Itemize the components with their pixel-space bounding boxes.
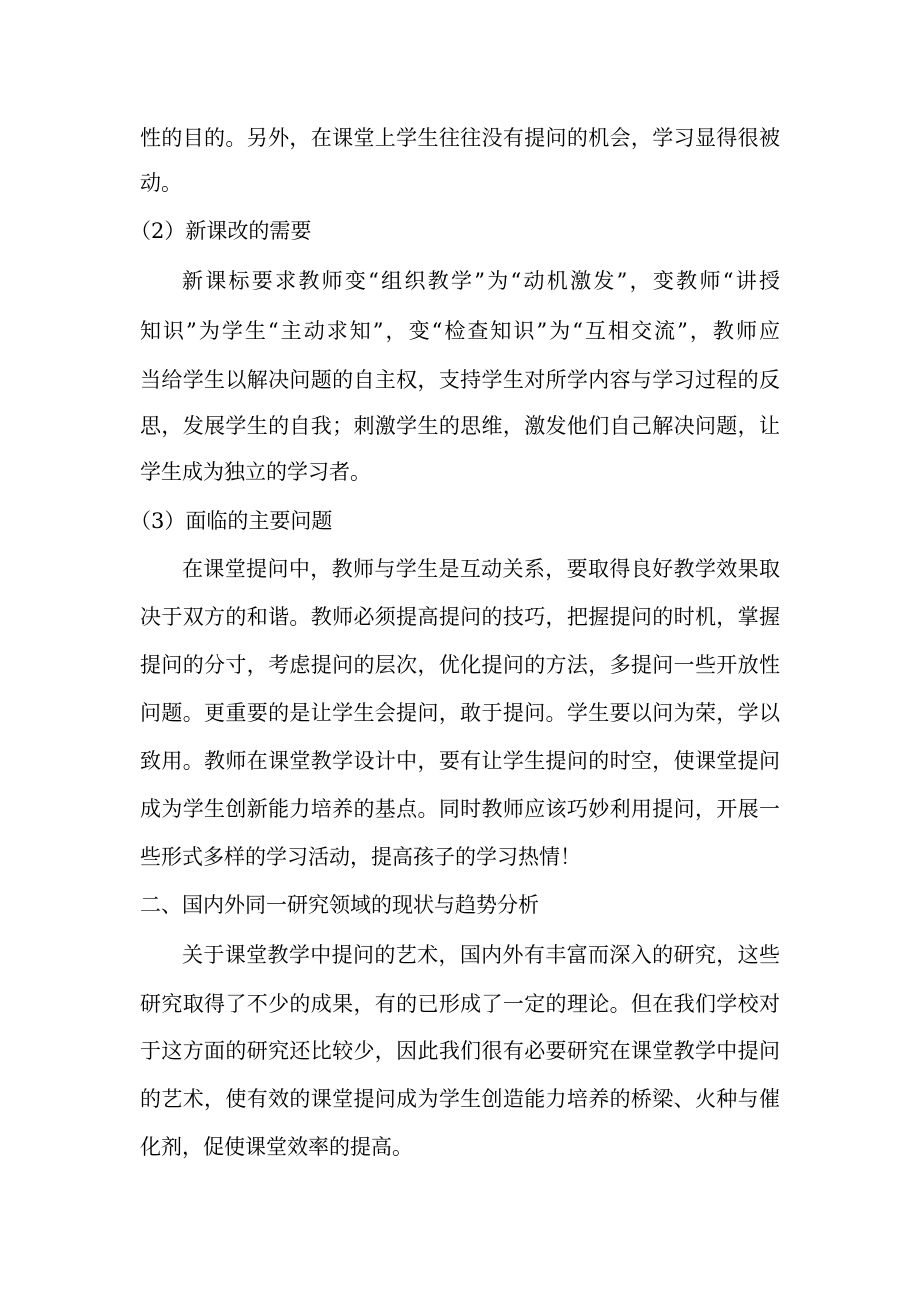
paragraph-line: 成为学生创新能力培养的基点。同时教师应该巧妙利用提问，开展一 <box>140 797 780 821</box>
section-title: 二、国内外同一研究领域的现状与趋势分析 <box>140 893 539 917</box>
paragraph-line: 提问的分寸，考虑提问的层次，优化提问的方法，多提问一些开放性 <box>140 653 780 677</box>
paragraph-line: 性的目的。另外，在课堂上学生往往没有提问的机会，学习显得很被 <box>140 126 780 150</box>
paragraph-line: 些形式多样的学习活动，提高孩子的学习热情！ <box>140 845 581 869</box>
paragraph-line: 致用。教师在课堂教学设计中，要有让学生提问的时空，使课堂提问 <box>140 749 780 773</box>
paragraph-line: 新课标要求教师变“组织教学”为“动机激发”，变教师“讲授 <box>182 269 780 293</box>
paragraph-line: 的艺术，使有效的课堂提问成为学生创造能力培养的桥梁、火种与催 <box>140 1087 780 1111</box>
subsection-heading: （3）面临的主要问题 <box>130 509 333 533</box>
paragraph-line: 在课堂提问中，教师与学生是互动关系，要取得良好教学效果取 <box>182 557 780 581</box>
paragraph-line: 化剂，促使课堂效率的提高。 <box>140 1135 413 1159</box>
subsection-heading: （2）新课改的需要 <box>130 219 312 243</box>
paragraph-line: 决于双方的和谐。教师必须提高提问的技巧，把握提问的时机，掌握 <box>140 605 780 629</box>
paragraph-line: 思，发展学生的自我；刺激学生的思维，激发他们自己解决问题，让 <box>140 414 780 438</box>
paragraph-line: 关于课堂教学中提问的艺术，国内外有丰富而深入的研究，这些 <box>182 943 780 967</box>
paragraph-line: 研究取得了不少的成果，有的已形成了一定的理论。但在我们学校对 <box>140 992 780 1016</box>
paragraph-line: 学生成为独立的学习者。 <box>140 460 371 484</box>
paragraph-line: 当给学生以解决问题的自主权，支持学生对所学内容与学习过程的反 <box>140 368 780 392</box>
paragraph-line: 知识”为学生“主动求知”，变“检查知识”为“互相交流”，教师应 <box>140 319 780 343</box>
paragraph-line: 于这方面的研究还比较少，因此我们很有必要研究在课堂教学中提问 <box>140 1039 780 1063</box>
paragraph-line: 动。 <box>140 171 182 195</box>
paragraph-line: 问题。更重要的是让学生会提问，敢于提问。学生要以问为荣，学以 <box>140 701 780 725</box>
